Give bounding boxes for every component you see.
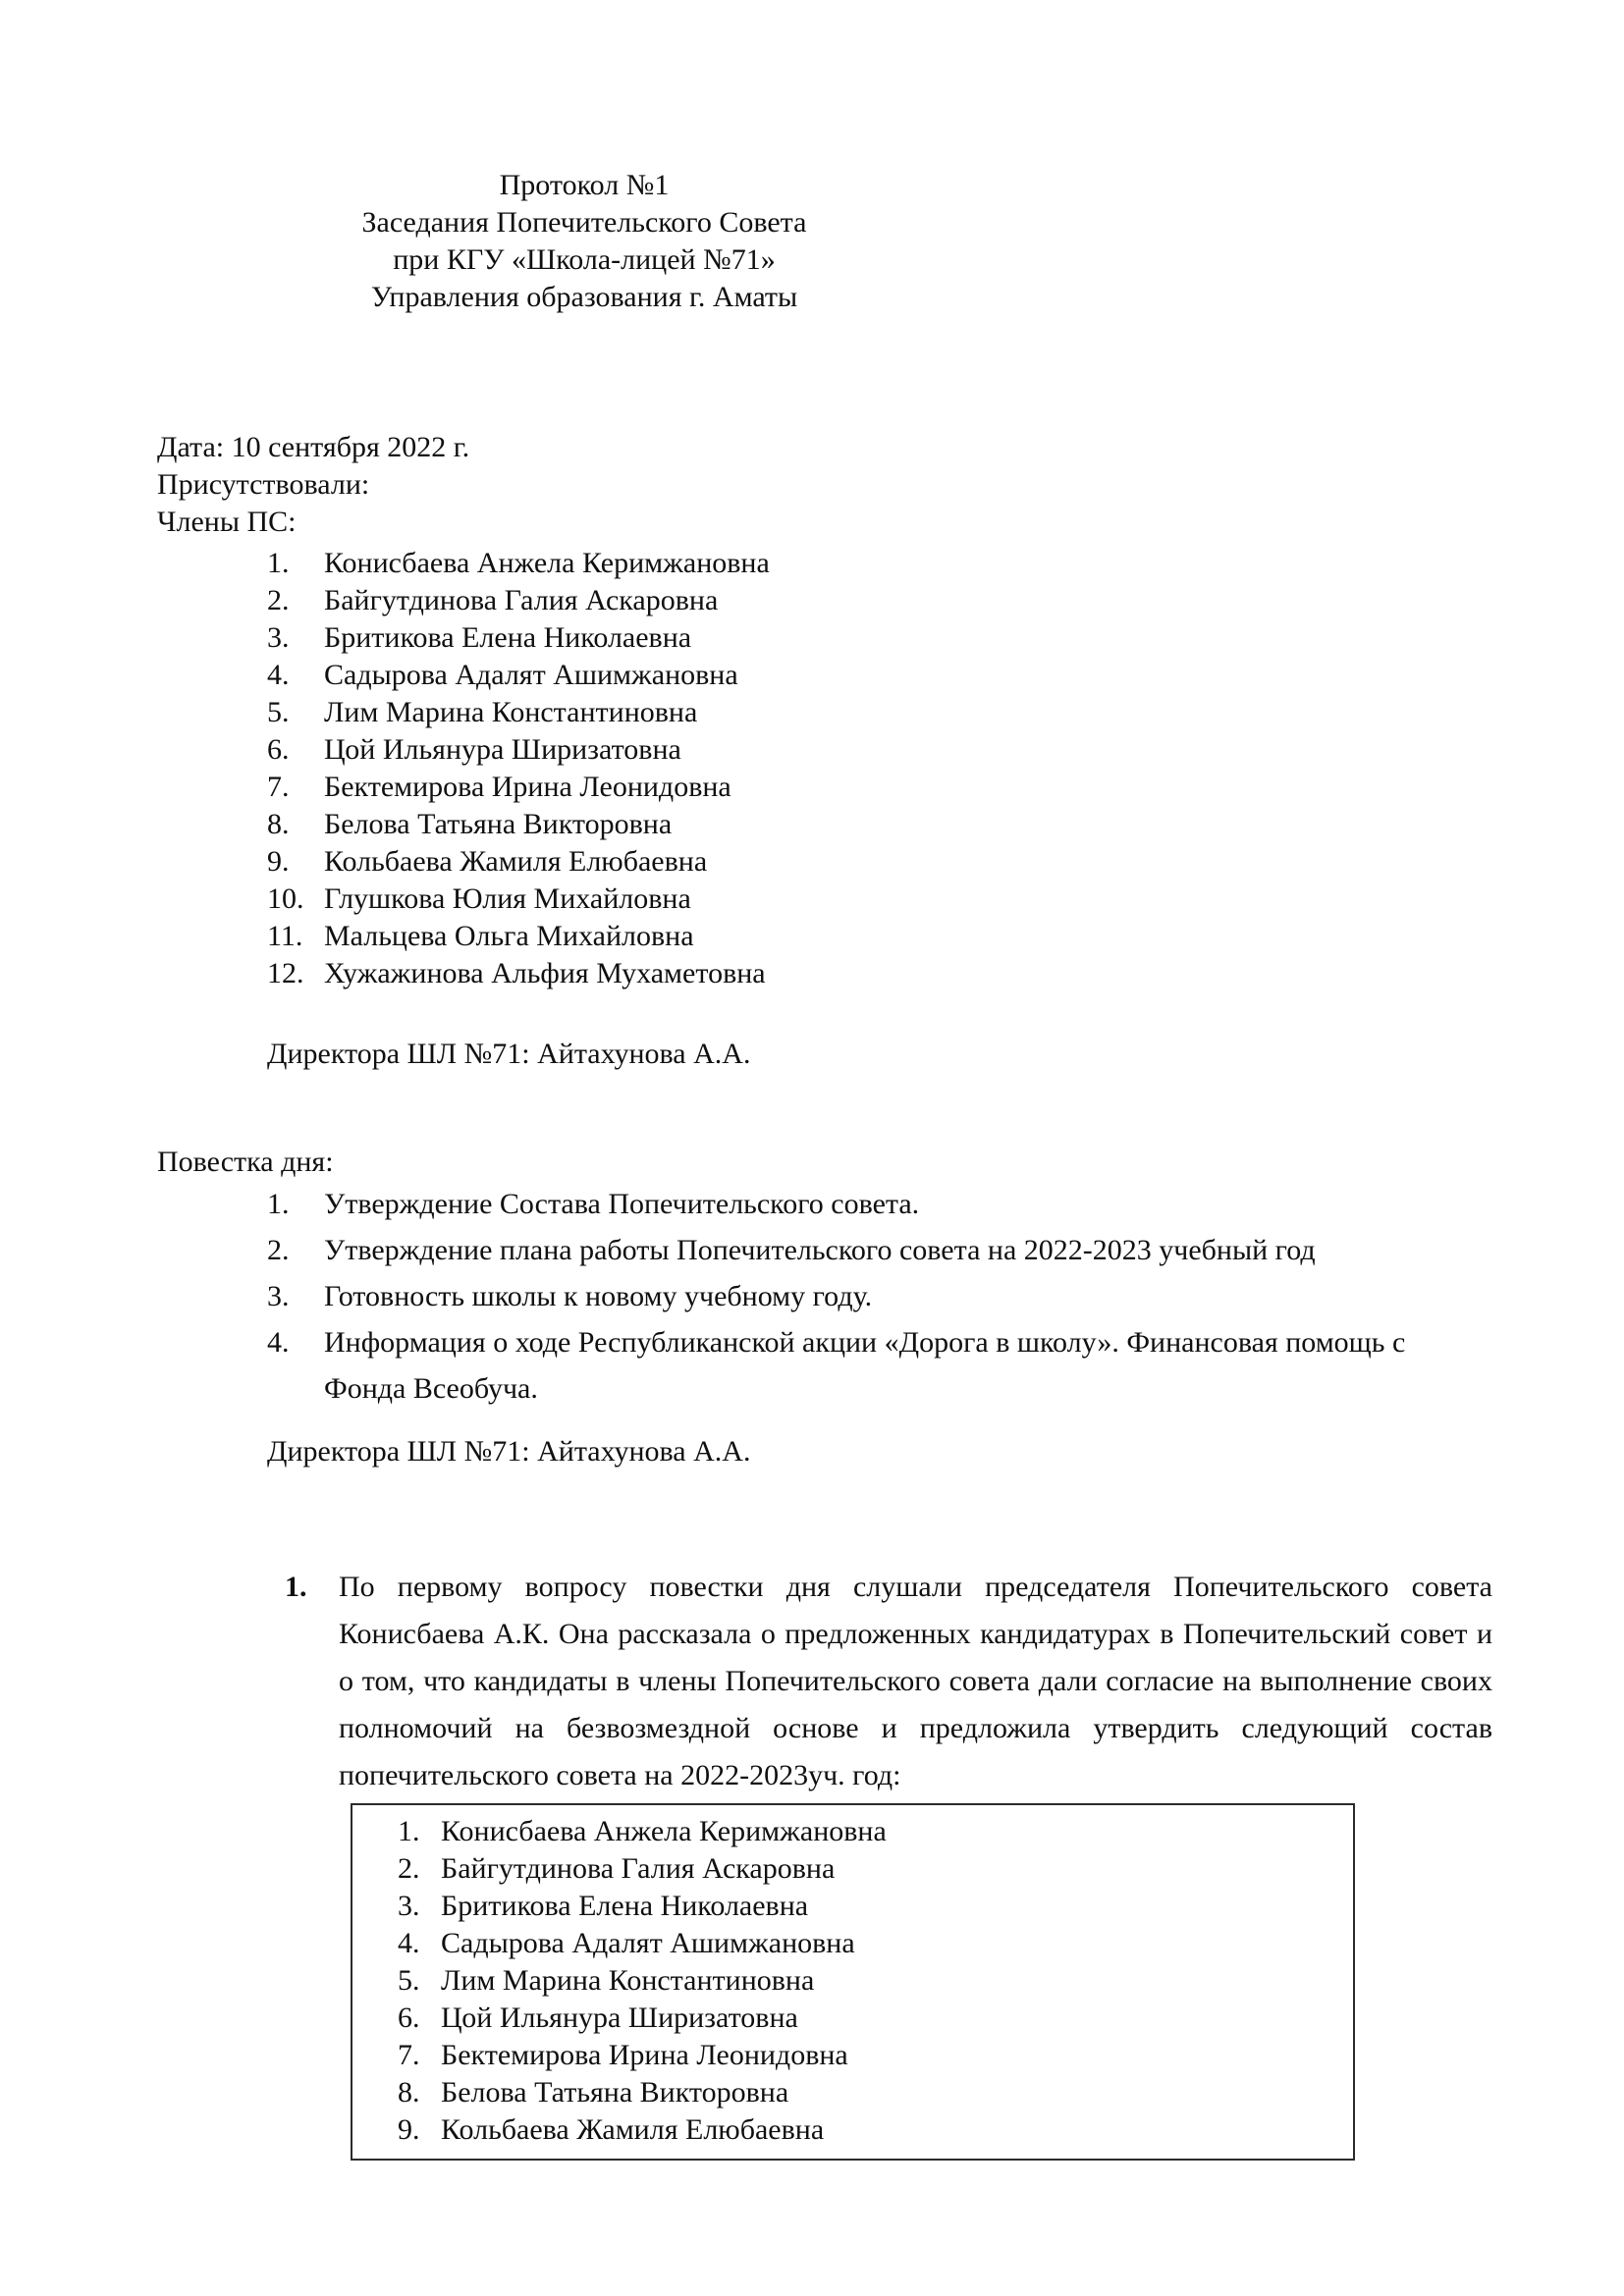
approved-member-item: Бритикова Елена Николаевна <box>441 1890 809 1922</box>
approved-member-item: Кольбаева Жамиля Елюбаевна <box>441 2113 825 2146</box>
agenda-heading: Повестка дня: <box>157 1146 334 1178</box>
director-line: Директора ШЛ №71: Айтахунова А.А. <box>267 1038 751 1070</box>
approved-roster-list <box>352 1813 1353 2149</box>
approved-member-item: Байгутдинова Галия Аскаровна <box>441 1852 836 1885</box>
members-label: Члены ПС: <box>157 506 297 538</box>
section-1-number: 1. <box>285 1571 307 1603</box>
document-title <box>157 167 1011 316</box>
agenda-item: Информация о ходе Республиканской акции «Дорога в школу». Финансовая помощь с Фонда Всеобуча. <box>324 1326 1406 1405</box>
agenda-item: Утверждение плана работы Попечительского совета на 2022-2023 учебный год <box>324 1234 1316 1266</box>
meta-block <box>157 429 1492 541</box>
member-item: Мальцева Ольга Михайловна <box>324 920 694 952</box>
member-item: Лим Марина Константиновна <box>324 696 698 728</box>
section-1-text: По первому вопросу повестки дня слушали председателя Попечительского совета Конисбаева А.К. Она рассказала о предложенных кандидатурах в Попечительский совет и о том, что кандидаты в члены Попечительского совета дали согласие на выполнение своих полномочий на безвозмездной основе и предложила утвердить следующий состав попечительского совета на 2022-2023уч. год: <box>339 1571 1492 1791</box>
section-1-paragraph <box>157 1564 1492 1799</box>
approved-member-item: Белова Татьяна Викторовна <box>441 2076 789 2109</box>
member-item: Хужажинова Альфия Мухаметовна <box>324 957 766 989</box>
member-item: Конисбаева Анжела Керимжановна <box>324 547 770 579</box>
title-line-2: Заседания Попечительского Совета <box>361 206 807 239</box>
title-line-3: при КГУ «Школа-лицей №71» <box>393 243 776 276</box>
member-item: Белова Татьяна Викторовна <box>324 808 673 840</box>
approved-roster-box <box>351 1803 1355 2161</box>
approved-member-item: Бектемирова Ирина Леонидовна <box>441 2039 848 2071</box>
agenda-item: Утверждение Состава Попечительского совета. <box>324 1188 920 1220</box>
agenda-list <box>157 1181 1492 1412</box>
approved-member-item: Цой Ильянура Ширизатовна <box>441 2002 798 2034</box>
member-item: Глушкова Юлия Михайловна <box>324 882 691 915</box>
attendees-label: Присутствовали: <box>157 468 370 501</box>
director-line-2: Директора ШЛ №71: Айтахунова А.А. <box>267 1435 751 1468</box>
member-item: Бритикова Елена Николаевна <box>324 621 692 654</box>
title-line-1: Протокол №1 <box>499 169 670 201</box>
member-item: Цой Ильянура Ширизатовна <box>324 733 681 766</box>
title-line-4: Управления образования г. Аматы <box>370 281 798 313</box>
agenda-item: Готовность школы к новому учебному году. <box>324 1280 873 1312</box>
member-item: Бектемирова Ирина Леонидовна <box>324 771 731 803</box>
date-line: Дата: 10 сентября 2022 г. <box>157 431 470 463</box>
members-list <box>157 545 1492 992</box>
approved-member-item: Конисбаева Анжела Керимжановна <box>441 1815 887 1847</box>
member-item: Кольбаева Жамиля Елюбаевна <box>324 845 708 878</box>
approved-member-item: Садырова Адалят Ашимжановна <box>441 1927 855 1959</box>
member-item: Байгутдинова Галия Аскаровна <box>324 584 719 616</box>
member-item: Садырова Адалят Ашимжановна <box>324 659 738 691</box>
approved-member-item: Лим Марина Константиновна <box>441 1964 815 1997</box>
